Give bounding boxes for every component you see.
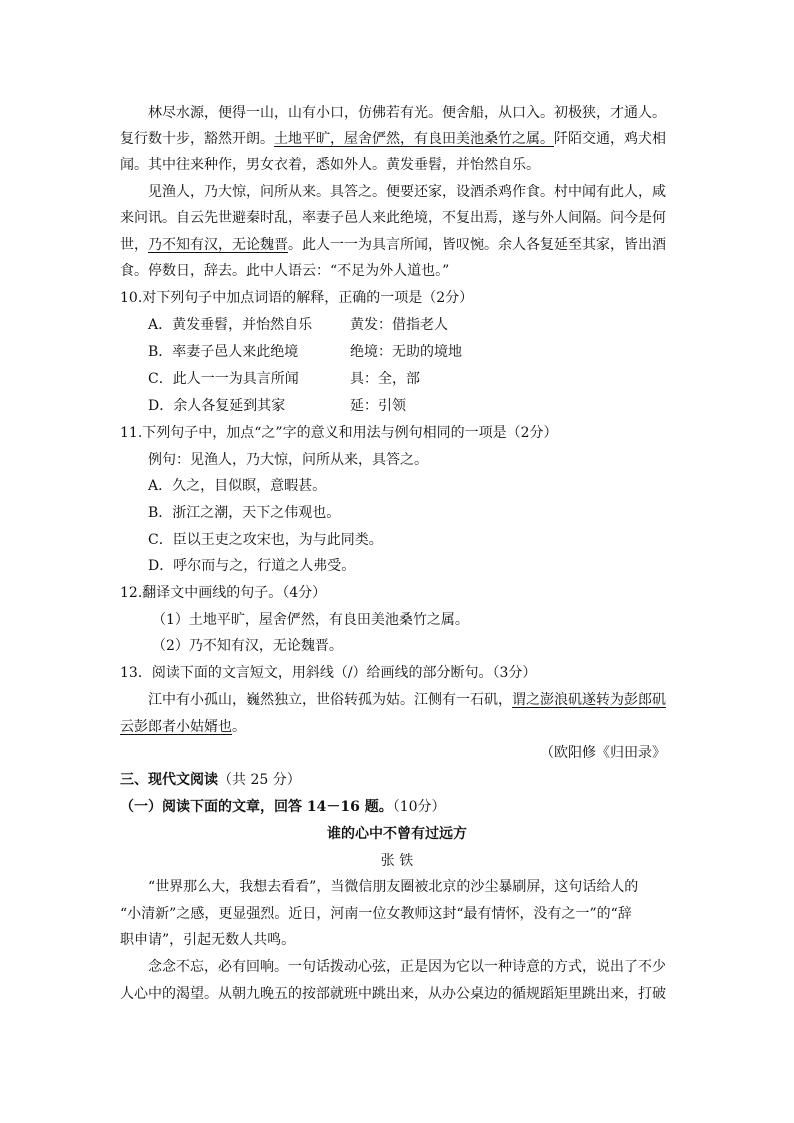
section-3-heading — [120, 770, 301, 790]
q13-source: （欧阳修《归田录》 — [540, 745, 666, 761]
q13-underlined-text: 谓之澎浪矶遂转为彭郎矶 — [512, 692, 666, 708]
passage-text: 世， — [120, 237, 148, 253]
q12-item-2: （2）乃不知有汉，无论魏晋。 — [152, 638, 343, 654]
question-10-stem: 10.对下列句子中加点词语的解释，正确的一项是（2分） — [120, 290, 474, 306]
question-11-stem: 11.下列句子中，加点“之”字的意义和用法与例句相同的一项是（2分） — [120, 425, 558, 441]
q13-underlined-text: 云彭郎者小姑婿也 — [120, 719, 232, 735]
q10-option-a: A．黄发垂髫，并怡然自乐 — [148, 317, 313, 333]
article-line: 念念不忘，必有回响。一句话拨动心弦，正是因为它以一种诗意的方式，说出了不少 — [148, 959, 666, 975]
subsection-title: （一）阅读下面的文章，回答 14－16 题。 — [120, 799, 393, 815]
q11-option-c: C．臣以王吏之攻宋也，为与此同类。 — [148, 532, 383, 548]
q11-option-a: A．久之，目似瞑，意暇甚。 — [148, 478, 327, 494]
q10-option-d: D．余人各复延到其家 — [148, 398, 286, 414]
passage-line: 林尽水源，便得一山，山有小口，仿佛若有光。便舍船，从口入。初极狭，才通人。 — [148, 105, 666, 121]
q11-option-d: D．呼尔而与之，行道之人弗受。 — [148, 558, 356, 574]
article-line: “世界那么大，我想去看看”，当微信朋友圈被北京的沙尘暴刷屏，这句话给人的 — [148, 879, 639, 895]
q12-item-1: （1）土地平旷，屋舍俨然，有良田美池桑竹之属。 — [152, 612, 469, 628]
q11-option-b: B．浙江之潮，天下之伟观也。 — [148, 505, 341, 521]
underlined-sentence: 乃不知有汉，无论魏晋 — [148, 237, 288, 253]
q10-option-b-explanation: 绝境：无助的境地 — [350, 344, 462, 360]
q13-text-line — [120, 717, 246, 737]
article-line: 人心中的渴望。从朝九晚五的按部就班中跳出来，从办公桌边的循规蹈矩里跳出来，打破 — [120, 986, 666, 1002]
q10-option-b: B．率妻子邑人来此绝境 — [148, 344, 299, 360]
article-line: 职申请”，引起无数人共鸣。 — [120, 932, 296, 948]
passage-text: 阡陌交通，鸡犬相 — [554, 131, 666, 147]
passage-line — [120, 235, 666, 255]
passage-line: 来问讯。自云先世避秦时乱，率妻子邑人来此绝境，不复出焉，遂与外人间隔。问今是何 — [120, 210, 666, 226]
q10-option-a-explanation: 黄发：借指老人 — [350, 317, 448, 333]
passage-line: 闻。其中往来种作，男女衣着，悉如外人。黄发垂髫，并怡然自乐。 — [120, 157, 540, 173]
passage-text: 复行数十步，豁然开朗。 — [120, 131, 274, 147]
q10-option-c: C．此人一一为具言所闻 — [148, 371, 299, 387]
q13-text: 江中有小孤山，巍然独立，世俗转孤为姑。江侧有一石矶， — [148, 692, 512, 708]
article-title: 谁的心中不曾有过远方 — [327, 826, 467, 842]
question-12-stem: 12.翻译文中画线的句子。（4分） — [120, 585, 327, 601]
passage-line: 见渔人，乃大惊，问所从来。具答之。便要还家，设酒杀鸡作食。村中闻有此人，咸 — [148, 184, 666, 200]
subsection-score: （10分） — [392, 799, 446, 815]
underlined-sentence: 土地平旷，屋舍俨然，有良田美池桑竹之属。 — [274, 131, 554, 147]
passage-line: 食。停数日，辞去。此中人语云：“不足为外人道也。” — [120, 263, 450, 279]
passage-text: 。此人一一为具言所闻，皆叹惋。余人各复延至其家，皆出酒 — [288, 237, 666, 253]
q13-text: 。 — [232, 719, 246, 735]
q10-option-c-explanation: 具：全，部 — [350, 371, 420, 387]
question-13-stem: 13．阅读下面的文言短文，用斜线（/）给画线的部分断句。（3分） — [120, 665, 537, 681]
subsection-heading — [120, 797, 446, 817]
section-score: （共 25 分） — [218, 772, 301, 788]
passage-line — [120, 129, 666, 149]
q10-option-d-explanation: 延：引领 — [350, 398, 406, 414]
q11-example: 例句：见渔人，乃大惊，问所从来，具答之。 — [148, 452, 428, 468]
article-author: 张 铁 — [380, 853, 414, 869]
article-line: “小清新”之感，更显强烈。近日，河南一位女教师这封“最有情怀，没有之一”的“辞 — [120, 906, 632, 922]
section-title: 三、现代文阅读 — [120, 772, 218, 788]
q13-text-line — [148, 690, 666, 710]
